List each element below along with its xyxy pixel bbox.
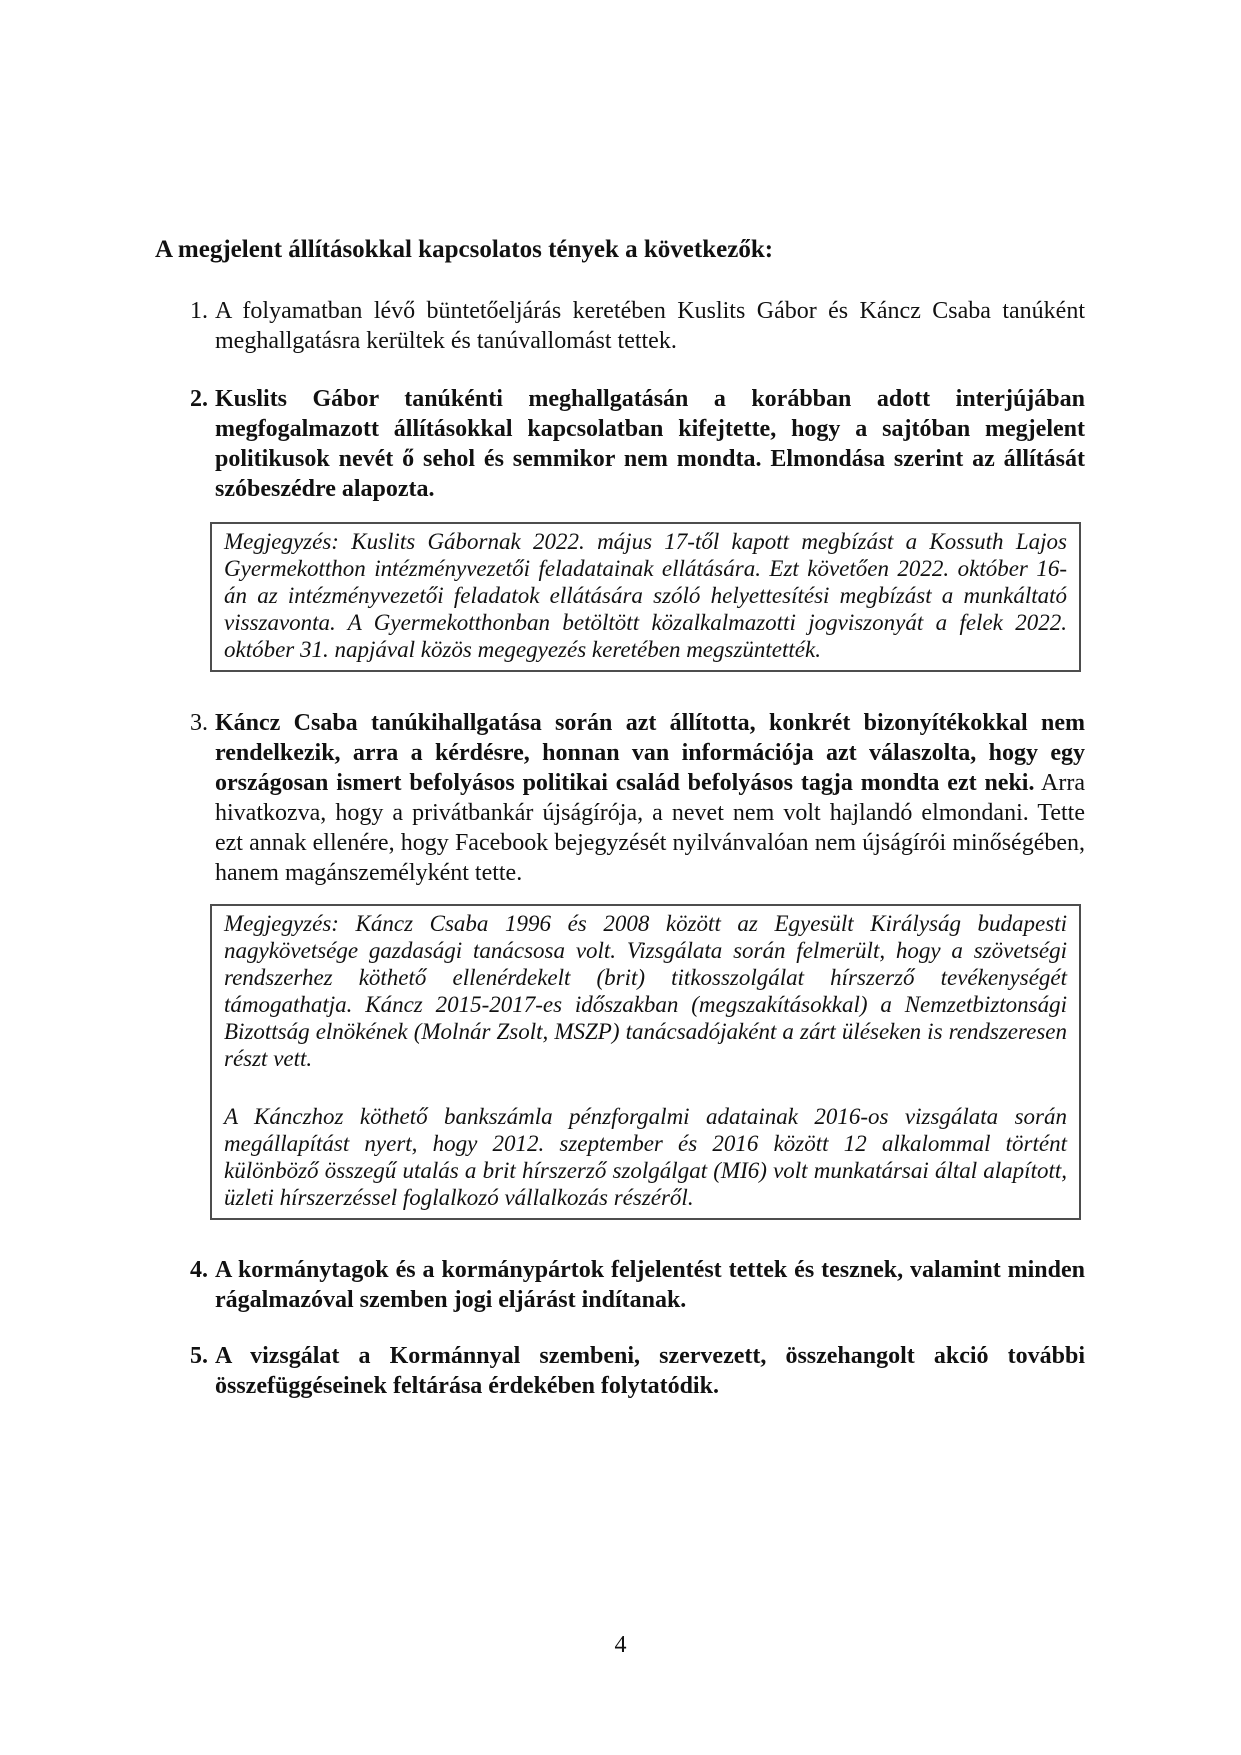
list-item-text: A kormánytagok és a kormánypártok feljelentést tettek és tesznek, valamint minden rágalmazóval szemben jogi eljárást indítanak.: [215, 1257, 1085, 1313]
note-paragraph: A Kánczhoz köthető bankszámla pénzforgalmi adatainak 2016-os vizsgálata során megállapítást nyert, hogy 2012. szeptember és 2016 között 12 alkalommal történt különböző összegű utalás a brit hírszerző szolgálgat (MI6) volt munkatársai által alapított, üzleti hírszerzéssel foglalkozó vállalkozás részéről.: [224, 1104, 1067, 1210]
list-item-text: Kuslits Gábor tanúkénti meghallgatásán a korábban adott interjújában megfogalmazott állításokkal kapcsolatban kifejtette, hogy a sajtóban megjelent politikusok nevét ő sehol és semmikor nem mondta. Elmondása szerint az állítását szóbeszédre alapozta.: [215, 386, 1085, 502]
note-box: [210, 522, 1081, 672]
note-box: [210, 904, 1081, 1220]
note-paragraph: Megjegyzés: Káncz Csaba 1996 és 2008 között az Egyesült Királyság budapesti nagykövetsége gazdasági tanácsosa volt. Vizsgálata során felmerült, hogy a szövetségi rendszerhez köthető ellenérdekelt (brit) titkosszolgálat hírszerző tevékenységét támogathatja. Káncz 2015-2017-es időszakban (megszakításokkal) a Nemzetbiztonsági Bizottság elnökének (Molnár Zsolt, MSZP) tanácsadójaként a zárt üléseken is rendszeresen részt vett.: [224, 911, 1067, 1071]
list-item-regular-text: Arra hivatkozva, hogy a privátbankár újságírója, a nevet nem volt hajlandó elmondani. Tette ezt annak ellenére, hogy Facebook bejegyzését nyilvánvalóan nem újságírói minőségében, hanem magánszemélyként tette.: [215, 770, 1085, 886]
note-paragraph: Megjegyzés: Kuslits Gábornak 2022. május 17-től kapott megbízást a Kossuth Lajos Gyermekotthon intézményvezetői feladatainak ellátására. Ezt követően 2022. október 16-án az intézményvezetői feladatok ellátására szóló helyettesítési megbízást a munkáltató visszavonta. A Gyermekotthonban betöltött közalkalmazotti jogviszonyát a felek 2022. október 31. napjával közös megegyezés keretében megszüntették.: [224, 529, 1067, 662]
list-item-text: [215, 708, 1085, 888]
list-item: [190, 708, 1085, 888]
list-item-bold-text: Káncz Csaba tanúkihallgatása során azt állította, konkrét bizonyítékokkal nem rendelkezik, arra a kérdésre, honnan van információja azt válaszolta, hogy egy országosan ismert befolyásos politikai család befolyásos tagja mondta ezt neki.: [215, 710, 1085, 796]
list-item-number: 3.: [190, 710, 208, 736]
list-item-number: 5.: [190, 1343, 208, 1369]
list-item: [190, 296, 1085, 356]
list-item: [190, 1341, 1085, 1401]
list-item-text: A folyamatban lévő büntetőeljárás keretében Kuslits Gábor és Káncz Csaba tanúként meghallgatásra kerültek és tanúvallomást tettek.: [215, 298, 1085, 354]
list-item-text: A vizsgálat a Kormánnyal szembeni, szervezett, összehangolt akció további összefüggéseinek feltárása érdekében folytatódik.: [215, 1343, 1085, 1399]
list-item-number: 4.: [190, 1257, 208, 1283]
list-item-number: 2.: [190, 386, 208, 412]
page-number: 4: [614, 1632, 627, 1658]
list-item: [190, 384, 1085, 504]
list-item-number: 1.: [190, 298, 208, 324]
page-title: A megjelent állításokkal kapcsolatos tények a következők:: [155, 236, 774, 263]
list-item: [190, 1255, 1085, 1315]
